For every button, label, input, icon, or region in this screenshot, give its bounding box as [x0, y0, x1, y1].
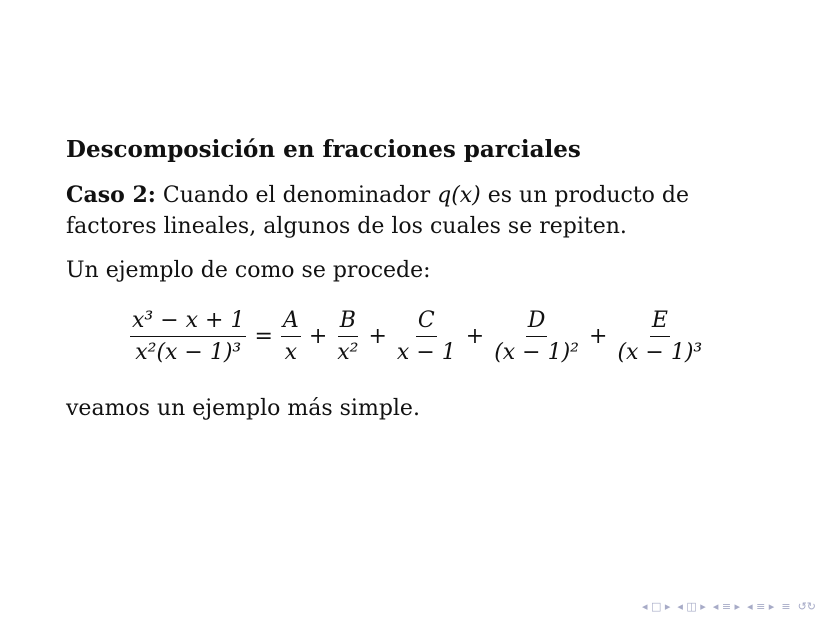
plus-sign: + [589, 324, 608, 349]
nav-search-icon[interactable]: ↺↻ [797, 600, 816, 613]
closing-text: veamos un ejemplo más simple. [66, 396, 420, 421]
case-text-2: es un producto de factores lineales, algunos de los cuales se repiten. [66, 183, 689, 239]
term-d [492, 308, 581, 365]
term-numerator: E [650, 308, 670, 337]
term-numerator: D [526, 308, 548, 337]
lhs-fraction [130, 308, 246, 365]
term-numerator: C [416, 308, 437, 337]
term-denominator: x − 1 [396, 340, 456, 365]
term-e [615, 308, 704, 365]
term-b [335, 308, 360, 365]
slide-title: Descomposición en fracciones parciales [66, 136, 581, 163]
term-denominator: x [284, 340, 298, 365]
term-numerator: B [338, 308, 358, 337]
nav-menu-icon[interactable]: ≡ [781, 600, 791, 613]
plus-sign: + [308, 324, 328, 349]
term-a [281, 308, 301, 365]
plus-sign: + [465, 324, 485, 349]
term-denominator: (x − 1)² [494, 340, 579, 365]
case-text: Cuando el denominador [155, 183, 438, 208]
term-c [395, 308, 458, 365]
nav-section-icon[interactable]: ◂ ≡ ▸ [712, 600, 741, 613]
term-numerator: A [281, 308, 301, 337]
nav-subsection-icon[interactable]: ◂ ◫ ▸ [677, 600, 706, 613]
plus-sign: + [368, 324, 387, 349]
nav-document-icon[interactable]: ◂ ≡ ▸ [747, 600, 775, 613]
equals-sign: = [254, 324, 273, 349]
example-intro: Un ejemplo de como se procede: [66, 258, 431, 283]
lhs-numerator: x³ − x + 1 [130, 308, 246, 337]
case-math: q(x) [437, 183, 481, 208]
lhs-denominator: x²(x − 1)³ [135, 340, 242, 365]
term-denominator: (x − 1)³ [617, 340, 703, 365]
case-label: Caso 2: [66, 182, 156, 208]
partial-fraction-equation [126, 308, 708, 365]
term-denominator: x² [337, 340, 359, 365]
beamer-navigation [642, 600, 816, 613]
nav-frame-icon[interactable]: ◂ □ ▸ [641, 600, 671, 613]
case-paragraph [66, 180, 786, 242]
